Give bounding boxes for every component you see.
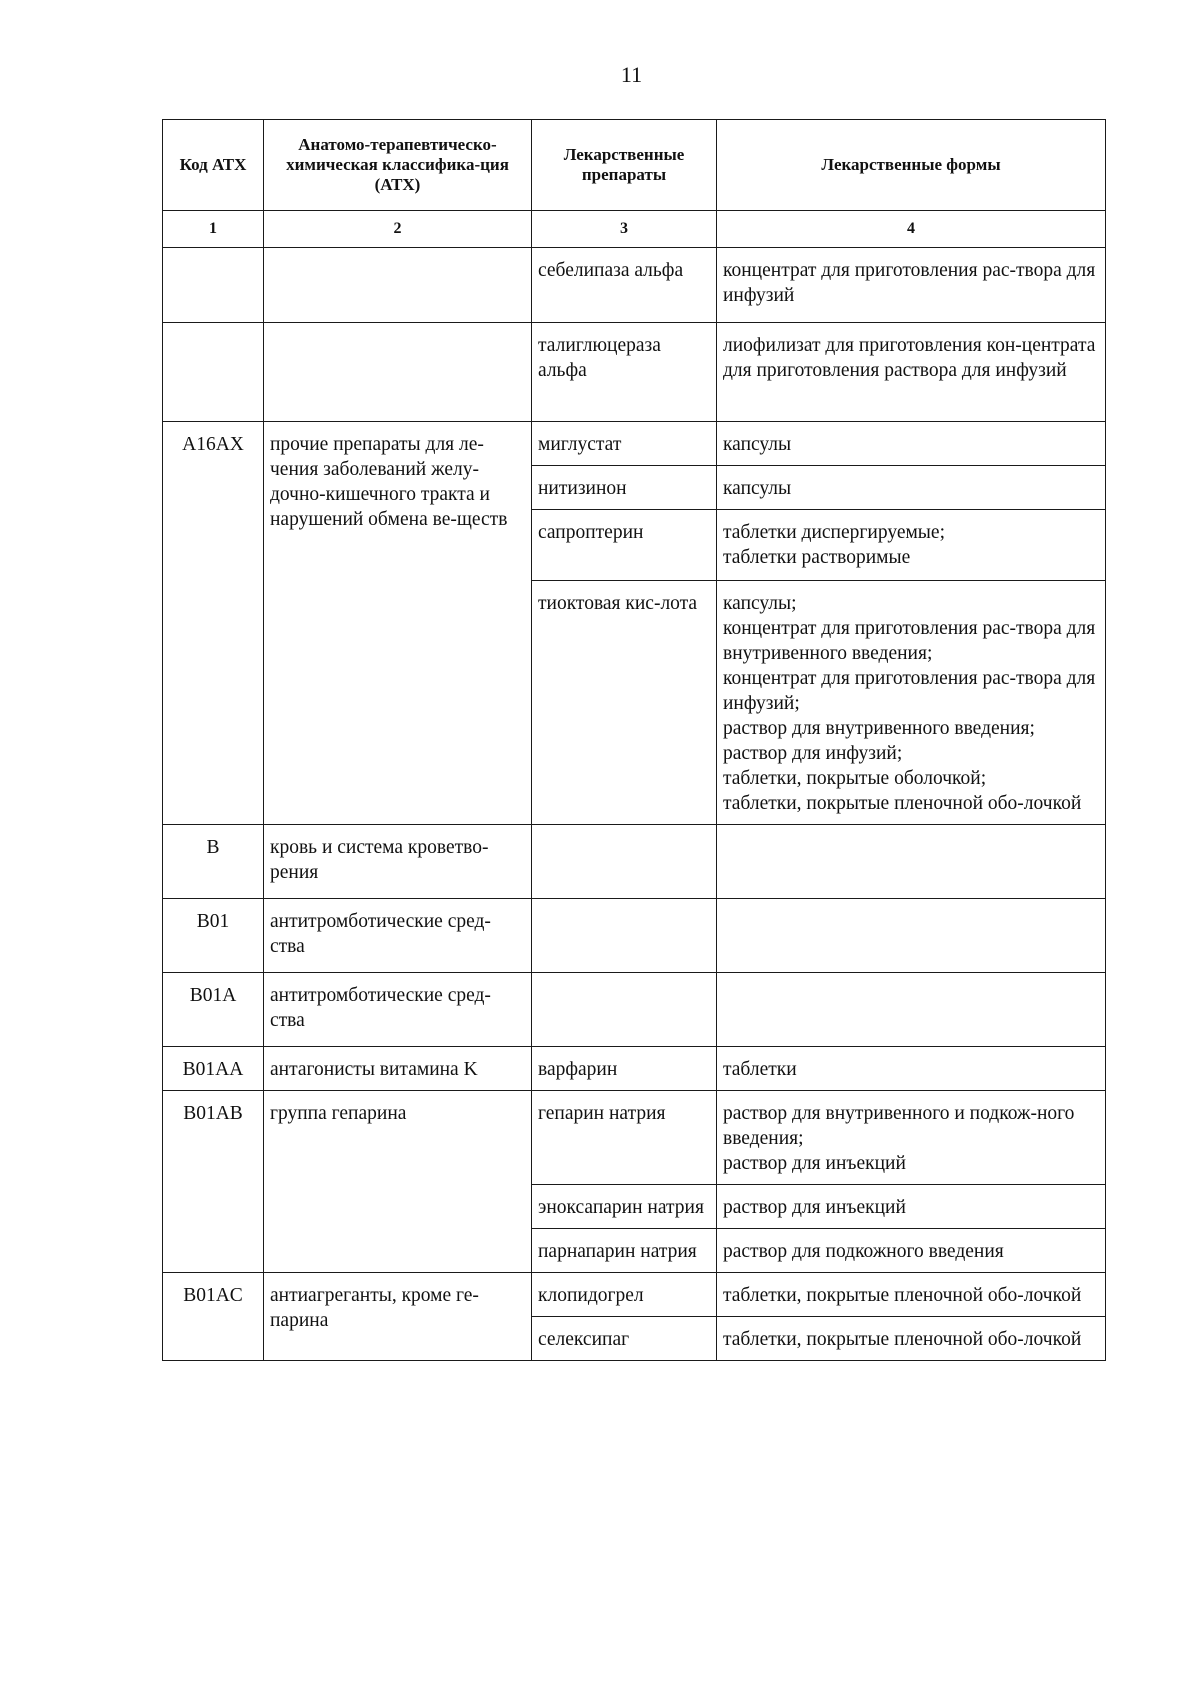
drug-cell: клопидогрел (532, 1273, 717, 1317)
atc-drug-table (162, 119, 1106, 1361)
forms-cell (717, 899, 1106, 973)
form-line: раствор для внутривенного введения; (723, 718, 1035, 739)
drug-cell: селексипаг (532, 1317, 717, 1361)
forms-cell (717, 1047, 1106, 1091)
classification-cell (264, 248, 532, 323)
form-line: таблетки, покрытые пленочной обо-лочкой (723, 1329, 1082, 1350)
form-line: лиофилизат для приготовления кон-центрата для приготовления раствора для инфузий (723, 335, 1096, 381)
drug-cell (532, 825, 717, 899)
header-drugs: Лекарственные препараты (532, 120, 717, 211)
drug-cell: себелипаза альфа (532, 248, 717, 323)
drug-cell: тиоктовая кис-лота (532, 581, 717, 825)
drug-cell: нитизинон (532, 466, 717, 510)
header-atc-code: Код АТХ (163, 120, 264, 211)
drug-cell: гепарин натрия (532, 1091, 717, 1185)
form-line: раствор для внутривенного и подкож-ного введения; (723, 1103, 1075, 1149)
forms-cell (717, 510, 1106, 581)
classification-cell: кровь и система кроветво-рения (264, 825, 532, 899)
drug-cell: парнапарин натрия (532, 1229, 717, 1273)
form-line: раствор для подкожного введения (723, 1241, 1004, 1262)
table-row (163, 1091, 1106, 1185)
classification-cell (264, 323, 532, 422)
form-line: концентрат для приготовления рас-твора для внутривенного введения; (723, 618, 1096, 664)
forms-cell (717, 581, 1106, 825)
drug-cell (532, 899, 717, 973)
table-row (163, 422, 1106, 466)
form-line: капсулы; (723, 593, 797, 614)
table-row (163, 1047, 1106, 1091)
forms-cell (717, 973, 1106, 1047)
form-line: таблетки, покрытые пленочной обо-лочкой (723, 793, 1082, 814)
forms-cell (717, 248, 1106, 323)
code-cell: B01AC (163, 1273, 264, 1361)
column-number: 1 (163, 211, 264, 248)
form-line: раствор для инъекций (723, 1197, 906, 1218)
header-atc-classification: Анатомо-терапевтическо-химическая классифика-ция (АТХ) (264, 120, 532, 211)
form-line: капсулы (723, 434, 792, 455)
form-line: таблетки, покрытые оболочкой; (723, 768, 987, 789)
form-line: раствор для инъекций (723, 1153, 906, 1174)
classification-cell: прочие препараты для ле-чения заболеваний желу-дочно-кишечного тракта и нарушений обмена ве-ществ (264, 422, 532, 825)
drug-cell: талиглюцераза альфа (532, 323, 717, 422)
classification-cell: группа гепарина (264, 1091, 532, 1273)
forms-cell (717, 422, 1106, 466)
drug-cell: варфарин (532, 1047, 717, 1091)
form-line: таблетки, покрытые пленочной обо-лочкой (723, 1285, 1082, 1306)
forms-cell (717, 466, 1106, 510)
page-number: 11 (620, 62, 643, 87)
column-number: 3 (532, 211, 717, 248)
column-number-row (163, 211, 1106, 248)
code-cell: B (163, 825, 264, 899)
table-header-row (163, 120, 1106, 211)
form-line: капсулы (723, 478, 792, 499)
code-cell: A16AX (163, 422, 264, 825)
table-row (163, 323, 1106, 422)
drug-cell: миглустат (532, 422, 717, 466)
classification-cell: антитромботические сред-ства (264, 973, 532, 1047)
form-line: таблетки растворимые (723, 547, 911, 568)
classification-cell: антагонисты витамина K (264, 1047, 532, 1091)
table-row (163, 973, 1106, 1047)
code-cell (163, 323, 264, 422)
table-row (163, 1273, 1106, 1317)
forms-cell (717, 323, 1106, 422)
forms-cell (717, 825, 1106, 899)
drug-cell (532, 973, 717, 1047)
classification-cell: антиагреганты, кроме ге-парина (264, 1273, 532, 1361)
form-line: таблетки диспергируемые; (723, 522, 945, 543)
form-line: концентрат для приготовления рас-твора для инфузий; (723, 668, 1096, 714)
forms-cell (717, 1091, 1106, 1185)
drug-cell: сапроптерин (532, 510, 717, 581)
forms-cell (717, 1229, 1106, 1273)
table-row (163, 899, 1106, 973)
forms-cell (717, 1317, 1106, 1361)
column-number: 4 (717, 211, 1106, 248)
code-cell: B01AB (163, 1091, 264, 1273)
table-row (163, 825, 1106, 899)
forms-cell (717, 1185, 1106, 1229)
form-line: раствор для инфузий; (723, 743, 903, 764)
column-number: 2 (264, 211, 532, 248)
code-cell (163, 248, 264, 323)
code-cell: B01AA (163, 1047, 264, 1091)
code-cell: B01 (163, 899, 264, 973)
forms-cell (717, 1273, 1106, 1317)
form-line: концентрат для приготовления рас-твора для инфузий (723, 260, 1096, 306)
code-cell: B01A (163, 973, 264, 1047)
form-line: таблетки (723, 1059, 797, 1080)
header-dosage-forms: Лекарственные формы (717, 120, 1106, 211)
drug-cell: эноксапарин натрия (532, 1185, 717, 1229)
classification-cell: антитромботические сред-ства (264, 899, 532, 973)
table-row (163, 248, 1106, 323)
